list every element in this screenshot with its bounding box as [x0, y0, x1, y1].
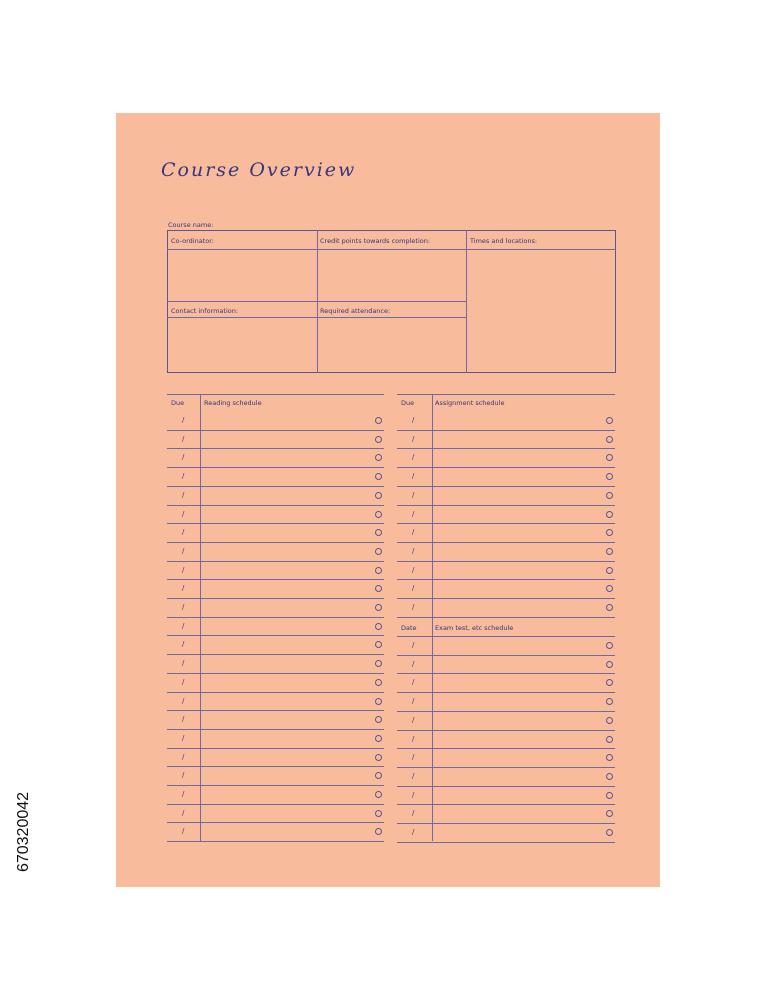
- info-grid-mid-line: [167, 301, 466, 302]
- exam-date-header: Date: [401, 624, 417, 632]
- reading-date-slash: /: [182, 528, 185, 537]
- contact-info-label: Contact information:: [171, 307, 239, 315]
- assignment-row-line: [397, 523, 615, 524]
- exam-schedule-header: Exam test, etc schedule: [435, 624, 514, 632]
- exam-date-slash: /: [412, 641, 415, 649]
- reading-checkbox-circle[interactable]: [375, 436, 382, 443]
- exam-row-line: [397, 692, 615, 693]
- reading-row-line: [167, 467, 384, 468]
- exam-date-slash: /: [412, 734, 415, 743]
- reading-date-slash: /: [182, 771, 185, 780]
- reading-date-slash: /: [182, 659, 185, 668]
- exam-date-slash: /: [412, 790, 415, 799]
- reading-row-line: [167, 430, 384, 431]
- reading-row-line: [167, 617, 384, 618]
- assignment-top-line: [397, 394, 615, 395]
- exam-date-slash: /: [412, 697, 415, 706]
- reading-checkbox-circle[interactable]: [375, 492, 382, 499]
- reading-date-slash: /: [182, 603, 185, 611]
- assignment-row-line: [397, 598, 615, 599]
- reading-date-slash: /: [182, 752, 185, 761]
- reading-checkbox-circle[interactable]: [375, 623, 382, 630]
- exam-row-line: [397, 786, 615, 787]
- exam-checkbox-circle[interactable]: [606, 679, 613, 686]
- assignment-checkbox-circle[interactable]: [606, 585, 613, 592]
- reading-date-slash: /: [182, 490, 185, 499]
- reading-row-line: [167, 579, 384, 580]
- reading-checkbox-circle[interactable]: [375, 454, 382, 461]
- reading-date-slash: /: [182, 827, 185, 836]
- reading-date-slash: /: [182, 472, 185, 481]
- exam-row-line: [397, 730, 615, 731]
- assignment-checkbox-circle[interactable]: [606, 473, 613, 480]
- reading-row-line: [167, 785, 384, 786]
- exam-header-line: [397, 636, 615, 637]
- assignment-row-line: [397, 579, 615, 580]
- reading-row-line: [167, 766, 384, 767]
- exam-checkbox-circle[interactable]: [606, 754, 613, 761]
- reading-checkbox-circle[interactable]: [375, 511, 382, 518]
- coordinator-label: Co-ordinator:: [171, 237, 214, 245]
- reading-row-line: [167, 654, 384, 655]
- exam-date-slash: /: [412, 715, 415, 724]
- exam-date-slash: /: [412, 771, 415, 780]
- reading-checkbox-circle[interactable]: [375, 828, 382, 835]
- exam-checkbox-circle[interactable]: [606, 717, 613, 724]
- planner-page: [116, 113, 660, 887]
- assignment-checkbox-circle[interactable]: [606, 417, 613, 424]
- reading-checkbox-circle[interactable]: [375, 417, 382, 424]
- reading-row-line: [167, 542, 384, 543]
- exam-checkbox-circle[interactable]: [606, 792, 613, 799]
- assignment-date-slash: /: [412, 490, 415, 499]
- exam-row-line: [397, 655, 615, 656]
- assignment-date-slash: /: [412, 472, 415, 481]
- reading-row-line: [167, 822, 384, 823]
- assignment-row-line: [397, 505, 615, 506]
- exam-checkbox-circle[interactable]: [606, 661, 613, 668]
- credit-points-label: Credit points towards completion:: [320, 237, 431, 245]
- info-grid-header-line: [167, 249, 616, 250]
- side-id-text: 670320042: [15, 791, 32, 873]
- assignment-checkbox-circle[interactable]: [606, 454, 613, 461]
- reading-checkbox-circle[interactable]: [375, 567, 382, 574]
- assignment-checkbox-circle[interactable]: [606, 567, 613, 574]
- reading-due-header: Due: [171, 399, 185, 407]
- assignment-date-slash: /: [412, 453, 415, 462]
- assignment-date-slash: /: [412, 565, 415, 574]
- exam-date-slash: /: [412, 828, 415, 836]
- reading-row-line: [167, 748, 384, 749]
- exam-date-slash: /: [412, 809, 415, 818]
- assignment-date-slash: /: [412, 603, 415, 611]
- assignment-row-line: [397, 486, 615, 487]
- assignment-due-header: Due: [401, 399, 415, 407]
- reading-date-slash: /: [182, 453, 185, 462]
- reading-checkbox-circle[interactable]: [375, 585, 382, 592]
- reading-row-line: [167, 692, 384, 693]
- exam-date-slash: /: [412, 659, 415, 668]
- reading-date-slash: /: [182, 509, 185, 518]
- reading-date-slash: /: [182, 546, 185, 555]
- assignment-date-slash: /: [412, 416, 415, 424]
- assignment-checkbox-circle[interactable]: [606, 604, 613, 611]
- reading-checkbox-circle[interactable]: [375, 735, 382, 742]
- reading-checkbox-circle[interactable]: [375, 604, 382, 611]
- reading-checkbox-circle[interactable]: [375, 754, 382, 761]
- assignment-row-line: [397, 430, 615, 431]
- info-grid-divider-2: [466, 230, 467, 373]
- exam-date-slash: /: [412, 678, 415, 687]
- reading-checkbox-circle[interactable]: [375, 529, 382, 536]
- reading-row-line: [167, 635, 384, 636]
- exam-date-slash: /: [412, 753, 415, 762]
- exam-row-line: [397, 711, 615, 712]
- reading-date-slash: /: [182, 416, 185, 424]
- assignment-checkbox-circle[interactable]: [606, 529, 613, 536]
- assignment-row-line: [397, 617, 615, 618]
- assignment-schedule-header: Assignment schedule: [435, 399, 505, 407]
- reading-date-slash: /: [182, 677, 185, 686]
- reading-row-line: [167, 448, 384, 449]
- reading-row-line: [167, 710, 384, 711]
- exam-checkbox-circle[interactable]: [606, 642, 613, 649]
- reading-date-slash: /: [182, 808, 185, 817]
- assignment-date-slash: /: [412, 546, 415, 555]
- reading-row-line: [167, 729, 384, 730]
- page-title: Course Overview: [161, 159, 357, 181]
- assignment-date-slash: /: [412, 584, 415, 593]
- reading-checkbox-circle[interactable]: [375, 660, 382, 667]
- assignment-row-line: [397, 561, 615, 562]
- exam-row-line: [397, 767, 615, 768]
- reading-checkbox-circle[interactable]: [375, 698, 382, 705]
- reading-checkbox-circle[interactable]: [375, 473, 382, 480]
- exam-row-line: [397, 748, 615, 749]
- reading-row-line: [167, 598, 384, 599]
- assignment-checkbox-circle[interactable]: [606, 492, 613, 499]
- reading-date-slash: /: [182, 621, 185, 630]
- assignment-checkbox-circle[interactable]: [606, 548, 613, 555]
- reading-date-slash: /: [182, 715, 185, 724]
- reading-date-slash: /: [182, 584, 185, 593]
- side-id-number: [14, 762, 34, 902]
- assignment-date-slash: /: [412, 434, 415, 443]
- assignment-checkbox-circle[interactable]: [606, 436, 613, 443]
- exam-checkbox-circle[interactable]: [606, 829, 613, 836]
- required-attendance-label: Required attendance:: [320, 307, 391, 315]
- reading-row-line: [167, 505, 384, 506]
- assignment-row-line: [397, 467, 615, 468]
- reading-checkbox-circle[interactable]: [375, 548, 382, 555]
- assignment-date-slash: /: [412, 509, 415, 518]
- reading-row-line: [167, 673, 384, 674]
- reading-date-slash: /: [182, 434, 185, 443]
- assignment-date-slash: /: [412, 528, 415, 537]
- reading-checkbox-circle[interactable]: [375, 679, 382, 686]
- course-name-label: Course name:: [168, 221, 214, 229]
- reading-date-slash: /: [182, 696, 185, 705]
- exam-checkbox-circle[interactable]: [606, 698, 613, 705]
- reading-row-line: [167, 804, 384, 805]
- times-locations-label: Times and locations:: [470, 237, 538, 245]
- reading-schedule-header: Reading schedule: [204, 399, 262, 407]
- assignment-checkbox-circle[interactable]: [606, 511, 613, 518]
- reading-checkbox-circle[interactable]: [375, 810, 382, 817]
- reading-date-slash: /: [182, 565, 185, 574]
- reading-row-line: [167, 523, 384, 524]
- reading-checkbox-circle[interactable]: [375, 716, 382, 723]
- assignment-row-line: [397, 448, 615, 449]
- reading-row-line: [167, 486, 384, 487]
- assignment-row-line: [397, 542, 615, 543]
- reading-row-line: [167, 561, 384, 562]
- exam-row-line: [397, 804, 615, 805]
- reading-row-line: [167, 841, 384, 842]
- exam-row-line: [397, 823, 615, 824]
- exam-row-line: [397, 842, 615, 843]
- info-grid-mid-line-2: [167, 317, 466, 318]
- assignment-column-divider: [432, 394, 433, 618]
- exam-checkbox-circle[interactable]: [606, 810, 613, 817]
- reading-checkbox-circle[interactable]: [375, 791, 382, 798]
- reading-checkbox-circle[interactable]: [375, 772, 382, 779]
- reading-date-slash: /: [182, 640, 185, 649]
- exam-checkbox-circle[interactable]: [606, 773, 613, 780]
- exam-row-line: [397, 673, 615, 674]
- reading-date-slash: /: [182, 733, 185, 742]
- reading-date-slash: /: [182, 790, 185, 798]
- exam-checkbox-circle[interactable]: [606, 736, 613, 743]
- reading-checkbox-circle[interactable]: [375, 641, 382, 648]
